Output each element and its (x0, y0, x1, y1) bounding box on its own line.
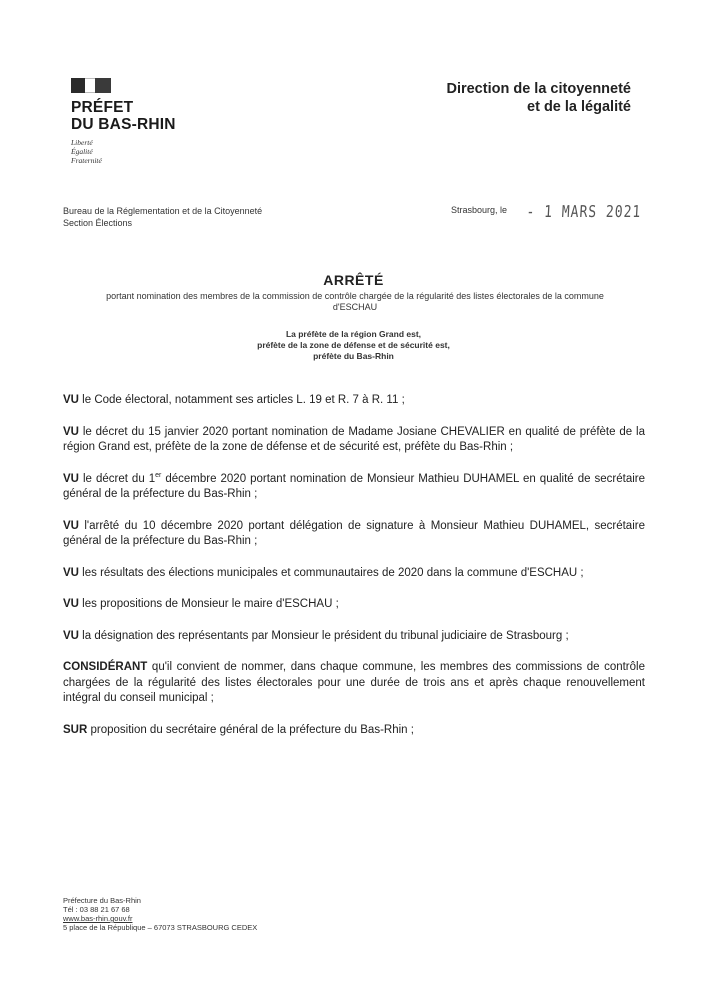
considerant-paragraph (63, 660, 645, 707)
bureau-name: Bureau de la Réglementation et de la Citoyenneté (63, 206, 263, 216)
logo-line-prefet: PRÉFET (71, 99, 134, 116)
visa-paragraph (63, 597, 645, 613)
bureau-info (63, 205, 262, 229)
direction-line-1: Direction de la citoyenneté (446, 81, 631, 97)
visa-paragraph (63, 472, 645, 503)
visa-text-post: décembre 2020 portant nomination de Monsieur Mathieu DUHAMEL en qualité de secrétaire général de la préfecture du Bas-Rhin ; (63, 472, 645, 500)
visa-paragraph (63, 425, 645, 456)
visa-keyword: VU (63, 425, 79, 438)
visa-text: l'arrêté du 10 décembre 2020 portant délégation de signature à Monsieur Mathieu DUHAMEL, secrétaire général de la préfecture du Bas-Rhin ; (63, 519, 645, 547)
marianne-flag-icon (71, 78, 111, 93)
motto-fraternite: Fraternité (71, 156, 102, 165)
visa-text-pre: le décret du 1 (78, 472, 156, 485)
footer-contact (63, 896, 257, 932)
direction-line-2: et de la légalité (527, 99, 631, 115)
considerant-keyword: CONSIDÉRANT (63, 661, 148, 673)
proposition-paragraph (63, 723, 645, 739)
visa-text: la désignation des représentants par Monsieur le président du tribunal judiciaire de Strasbourg ; (78, 629, 569, 642)
visa-keyword: VU (63, 629, 79, 642)
place-label: Strasbourg, le (451, 205, 508, 215)
proposition-keyword: SUR (63, 723, 88, 736)
visa-paragraph (63, 566, 645, 582)
considerant-text: qu'il convient de nommer, dans chaque commune, les membres des commissions de contrôle chargées de la régularité des listes électorales pour une durée de trois ans et après chaque renouvellement intégral du conseil municipal ; (63, 661, 645, 704)
motto-egalite: Égalité (71, 147, 93, 156)
visa-paragraph (63, 519, 645, 550)
footer-phone: Tél : 03 88 21 67 68 (63, 905, 130, 914)
prefete-line-2: préfète de la zone de défense et de sécurité est, (257, 340, 450, 350)
direction-heading (446, 80, 631, 116)
visa-text-superscript: er (155, 471, 162, 479)
visa-keyword: VU (63, 519, 79, 532)
arrete-subtitle: portant nomination des membres de la commission de contrôle chargée de la régularité des listes électorales de la commune d'ESCHAU (106, 291, 604, 312)
visa-keyword: VU (63, 394, 79, 406)
prefete-line-3: préfète du Bas-Rhin (313, 351, 394, 361)
prefete-line-1: La préfète de la région Grand est, (285, 329, 422, 339)
visa-paragraph (63, 629, 645, 645)
arrete-body (63, 393, 645, 754)
visa-text: le Code électoral, notamment ses articles L. 19 et R. 7 à R. 11 ; (78, 394, 405, 406)
visa-text: les résultats des élections municipales et communautaires de 2020 dans la commune d'ESCHAU ; (78, 566, 584, 579)
visa-text: le décret du 15 janvier 2020 portant nomination de Madame Josiane CHEVALIER en qualité de préfète de la région Grand est, préfète de la zone de défense et de sécurité est, préfète du Bas-Rhin ; (63, 425, 645, 453)
visa-paragraph (63, 393, 645, 409)
motto-liberte: Liberté (71, 138, 93, 147)
proposition-text: proposition du secrétaire général de la préfecture du Bas-Rhin ; (87, 723, 414, 736)
prefete-block (150, 329, 557, 362)
footer-name: Préfecture du Bas-Rhin (63, 896, 141, 905)
republic-motto (71, 138, 211, 165)
logo-line-department: DU BAS-RHIN (71, 116, 176, 133)
footer-address: 5 place de la République – 67073 STRASBOURG CEDEX (63, 923, 258, 932)
arrete-title: ARRÊTÉ (323, 272, 384, 288)
visa-text: les propositions de Monsieur le maire d'ESCHAU ; (78, 598, 339, 610)
footer-website-link[interactable]: www.bas-rhin.gouv.fr (63, 914, 133, 923)
visa-keyword: VU (63, 472, 79, 485)
bureau-section: Section Élections (63, 218, 133, 228)
visa-keyword: VU (63, 598, 79, 610)
date-stamp: - 1 MARS 2021 (525, 203, 642, 222)
prefecture-logo (71, 78, 211, 165)
visa-keyword: VU (63, 566, 79, 579)
